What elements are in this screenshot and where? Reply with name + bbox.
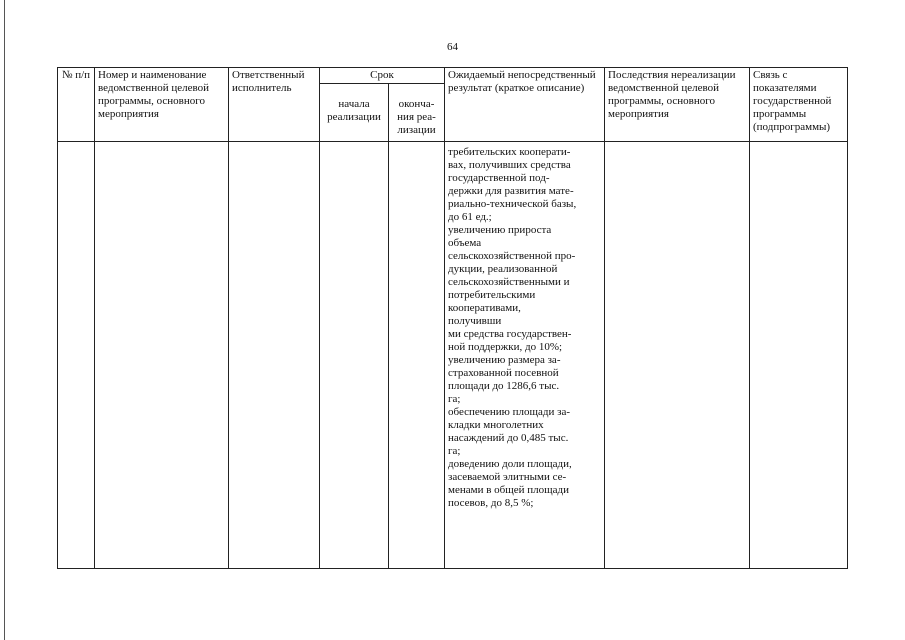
result-line: сельскохозяйственными и xyxy=(448,276,570,288)
header-term: Срок xyxy=(320,68,445,84)
result-line: потребительскими xyxy=(448,289,536,301)
result-line: га; xyxy=(448,445,461,457)
result-line: дукции, реализованной xyxy=(448,263,558,275)
cell-program-name xyxy=(95,142,229,569)
header-link-indicators: Связь с показателями государственной программы (подпрограммы) xyxy=(750,68,848,142)
result-line: посевов, до 8,5 %; xyxy=(448,497,534,509)
cell-expected-result xyxy=(445,142,605,569)
result-line: до 61 ед.; xyxy=(448,211,492,223)
result-line: га; xyxy=(448,393,461,405)
result-line: вах, получивших средства xyxy=(448,159,571,171)
page-number: 64 xyxy=(447,41,458,53)
result-line: кооперативами, xyxy=(448,302,521,314)
table-header-row xyxy=(58,68,848,84)
result-line: государственной под- xyxy=(448,172,550,184)
program-table xyxy=(57,67,848,569)
result-text xyxy=(448,146,601,510)
result-line: кладки многолетних xyxy=(448,419,544,431)
result-line: насаждений до 0,485 тыс. xyxy=(448,432,569,444)
cell-responsible xyxy=(229,142,320,569)
result-line: доведению доли площади, xyxy=(448,458,572,470)
result-line: площади до 1286,6 тыс. xyxy=(448,380,560,392)
result-line: ной поддержки, до 10%; xyxy=(448,341,563,353)
header-consequences: Последствия нереализации ведомственной целевой программы, основного мероприятия xyxy=(605,68,750,142)
cell-consequences xyxy=(605,142,750,569)
header-term-start: начала реализации xyxy=(320,84,389,142)
header-term-end: оконча-ния реа-лизации xyxy=(389,84,445,142)
result-line: увеличению прироста xyxy=(448,224,552,236)
result-line: объема xyxy=(448,237,482,249)
result-line: сельскохозяйственной про- xyxy=(448,250,576,262)
result-line: держки для развития мате- xyxy=(448,185,574,197)
page-left-border xyxy=(4,0,5,640)
result-line: получивши xyxy=(448,315,502,327)
header-num: № п/п xyxy=(58,68,95,142)
header-expected-result: Ожидаемый непосредственный результат (краткое описание) xyxy=(445,68,605,142)
result-line: менами в общей площади xyxy=(448,484,569,496)
header-responsible: Ответственный исполнитель xyxy=(229,68,320,142)
cell-term-start xyxy=(320,142,389,569)
result-line: риально-технической базы, xyxy=(448,198,577,210)
result-line: засеваемой элитными се- xyxy=(448,471,567,483)
cell-term-end xyxy=(389,142,445,569)
cell-num xyxy=(58,142,95,569)
result-line: страхованной посевной xyxy=(448,367,559,379)
result-line: увеличению размера за- xyxy=(448,354,561,366)
result-line: требительских кооперати- xyxy=(448,146,571,158)
header-program-name: Номер и наименование ведомственной целевой программы, основного мероприятия xyxy=(95,68,229,142)
result-line: обеспечению площади за- xyxy=(448,406,570,418)
table-row xyxy=(58,142,848,569)
result-line: ми средства государствен- xyxy=(448,328,572,340)
cell-link-indicators xyxy=(750,142,848,569)
